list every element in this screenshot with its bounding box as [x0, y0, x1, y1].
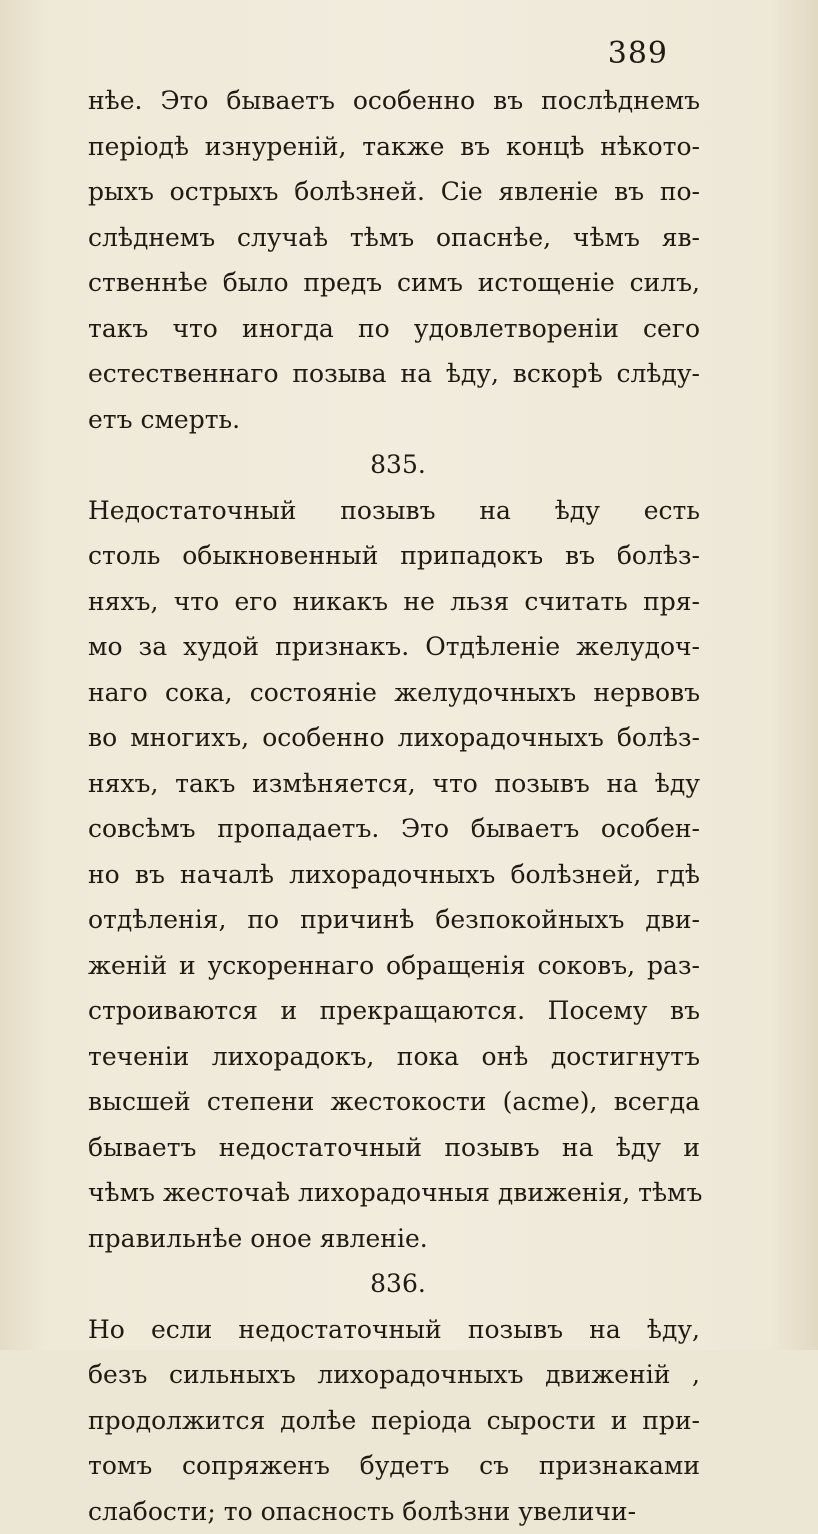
page-number: 389	[608, 36, 668, 71]
text-line: нѣе. Это бываетъ особенно въ послѣднемъ	[88, 78, 700, 124]
text-line: слабости; то опасность болѣзни увеличи-	[88, 1489, 700, 1534]
text-line: Но если недостаточный позывъ на ѣду,	[88, 1307, 700, 1353]
text-line: теченіи лихорадокъ, пока онѣ достигнутъ	[88, 1034, 700, 1080]
paragraph	[88, 1307, 700, 1534]
text-line: чѣмъ жесточаѣ лихорадочныя движенія, тѣмъ	[88, 1170, 700, 1216]
text-line: томъ сопряженъ будетъ съ признаками	[88, 1443, 700, 1489]
text-line: рыхъ острыхъ болѣзней. Сіе явленіе въ по-	[88, 169, 700, 215]
text-body	[88, 78, 700, 1534]
text-line: наго сока, состояніе желудочныхъ нервовъ	[88, 670, 700, 716]
section-number: 836.	[88, 1261, 700, 1307]
text-line: естественнаго позыва на ѣду, вскорѣ слѣду-	[88, 351, 700, 397]
text-line: совсѣмъ пропадаетъ. Это бываетъ особен-	[88, 806, 700, 852]
text-line: няхъ, что его никакъ не льзя считать пря-	[88, 579, 700, 625]
text-line: строиваются и прекращаются. Посему въ	[88, 988, 700, 1034]
text-line: няхъ, такъ измѣняется, что позывъ на ѣду	[88, 761, 700, 807]
text-line: безъ сильныхъ лихорадочныхъ движеній ,	[88, 1352, 700, 1398]
text-line: во многихъ, особенно лихорадочныхъ болѣз-	[88, 715, 700, 761]
paragraph	[88, 78, 700, 442]
text-line: женій и ускореннаго обращенія соковъ, раз-	[88, 943, 700, 989]
text-line: но въ началѣ лихорадочныхъ болѣзней, гдѣ	[88, 852, 700, 898]
text-line: высшей степени жестокости (acme), всегда	[88, 1079, 700, 1125]
text-line: слѣднемъ случаѣ тѣмъ опаснѣе, чѣмъ яв-	[88, 215, 700, 261]
text-line: бываетъ недостаточный позывъ на ѣду и	[88, 1125, 700, 1171]
text-line: продолжится долѣе періода сырости и при-	[88, 1398, 700, 1444]
text-line: отдѣленія, по причинѣ безпокойныхъ дви-	[88, 897, 700, 943]
text-line: мо за худой признакъ. Отдѣленіе желудоч-	[88, 624, 700, 670]
text-line: Недостаточный позывъ на ѣду есть	[88, 488, 700, 534]
text-line: правильнѣе оное явленіе.	[88, 1216, 700, 1262]
text-line: етъ смерть.	[88, 397, 700, 443]
text-line: столь обыкновенный припадокъ въ болѣз-	[88, 533, 700, 579]
text-line: такъ что иногда по удовлетвореніи сего	[88, 306, 700, 352]
paragraph	[88, 488, 700, 1262]
text-line: ственнѣе было предъ симъ истощеніе силъ,	[88, 260, 700, 306]
section-number: 835.	[88, 442, 700, 488]
text-line: періодѣ изнуреній, также въ концѣ нѣкото-	[88, 124, 700, 170]
